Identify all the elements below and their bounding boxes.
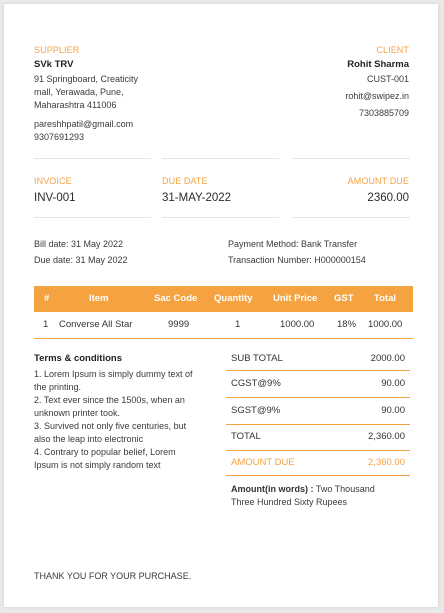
terms-line-5: 3. Survived not only five centuries, but [34, 421, 187, 431]
totals-rule [226, 424, 410, 425]
client-phone: 7303885709 [358, 108, 409, 118]
supplier-heading: SUPPLIER [34, 45, 80, 55]
terms-line-8: Ipsum is not simply random text [34, 460, 161, 470]
terms-line-1: 1. Lorem Ipsum is simply dummy text of [34, 369, 193, 379]
sgst-value: 90.00 [381, 405, 405, 416]
supplier-phone: 9307691293 [34, 132, 85, 142]
divider [292, 217, 410, 218]
divider [34, 217, 151, 218]
terms-line-6: also the leap into electronic [34, 434, 144, 444]
table-row [34, 312, 413, 338]
amount-due-label: AMOUNT DUE [347, 176, 409, 186]
total-label: TOTAL [231, 431, 261, 442]
sub-total-value: 2000.00 [370, 353, 405, 364]
items-table-header [34, 286, 413, 312]
client-code: CUST-001 [366, 74, 409, 84]
bill-date: Bill date: 31 May 2022 [34, 239, 124, 249]
client-name: Rohit Sharma [347, 59, 409, 70]
col-header-item: Item [89, 293, 109, 304]
col-header-number: # [44, 293, 50, 304]
terms-line-3: 2. Text ever since the 1500s, when an [34, 395, 185, 405]
supplier-address-3: Maharashtra 411006 [34, 100, 117, 110]
col-header-quantity: Quantity [214, 293, 253, 304]
amount-due-value: 2360.00 [367, 192, 409, 204]
client-email: rohit@swipez.in [345, 91, 409, 101]
cell-sac: 9999 [168, 319, 190, 330]
invoice-page [4, 4, 438, 607]
supplier-address-2: mall, Yerawada, Pune, [34, 87, 124, 97]
table-bottom-rule [34, 338, 413, 339]
transaction-number: Transaction Number: H000000154 [228, 255, 366, 265]
col-header-sac: Sac Code [154, 293, 198, 304]
cell-quantity: 1 [235, 319, 241, 330]
thank-you-note: THANK YOU FOR YOUR PURCHASE. [34, 571, 192, 581]
terms-line-4: unknown printer took. [34, 408, 121, 418]
client-heading: CLIENT [376, 45, 409, 55]
terms-line-7: 4. Contrary to popular belief, Lorem [34, 447, 176, 457]
divider [34, 158, 151, 159]
due-date-value: 31-MAY-2022 [162, 192, 232, 204]
amount-in-words-label: Amount(in words) : [231, 484, 314, 494]
cell-total: 1000.00 [368, 319, 403, 330]
totals-rule [226, 397, 410, 398]
divider [292, 158, 410, 159]
cell-number: 1 [43, 319, 49, 330]
cell-item: Converse All Star [59, 319, 133, 330]
divider [162, 158, 279, 159]
cell-unit-price: 1000.00 [280, 319, 315, 330]
col-header-unit-price: Unit Price [273, 293, 318, 304]
due-date-detail: Due date: 31 May 2022 [34, 255, 128, 265]
col-header-total: Total [374, 293, 396, 304]
divider [162, 217, 279, 218]
amount-due-total-label: AMOUNT DUE [231, 457, 295, 468]
amount-due-total-value: 2,360.00 [368, 457, 405, 468]
totals-rule [226, 370, 410, 371]
supplier-address-1: 91 Springboard, Creaticity [34, 74, 139, 84]
invoice-number: INV-001 [34, 192, 76, 204]
invoice-label: INVOICE [34, 176, 72, 186]
cgst-value: 90.00 [381, 378, 405, 389]
supplier-email: pareshhpatil@gmail.com [34, 119, 134, 129]
cell-gst: 18% [337, 319, 357, 330]
sgst-label: SGST@9% [231, 405, 281, 416]
cgst-label: CGST@9% [231, 378, 281, 389]
sub-total-label: SUB TOTAL [231, 353, 283, 364]
totals-rule [226, 475, 410, 476]
amount-in-words-line-2: Three Hundred Sixty Rupees [231, 497, 348, 507]
col-header-gst: GST [334, 293, 354, 304]
terms-title: Terms & conditions [34, 353, 122, 364]
supplier-name: SVk TRV [34, 59, 74, 70]
amount-in-words-line-1: Two Thousand [313, 484, 375, 494]
total-value: 2,360.00 [368, 431, 405, 442]
due-date-label: DUE DATE [162, 176, 208, 186]
amount-in-words [231, 483, 375, 496]
payment-method: Payment Method: Bank Transfer [228, 239, 358, 249]
terms-line-2: the printing. [34, 382, 82, 392]
totals-rule [226, 450, 410, 451]
